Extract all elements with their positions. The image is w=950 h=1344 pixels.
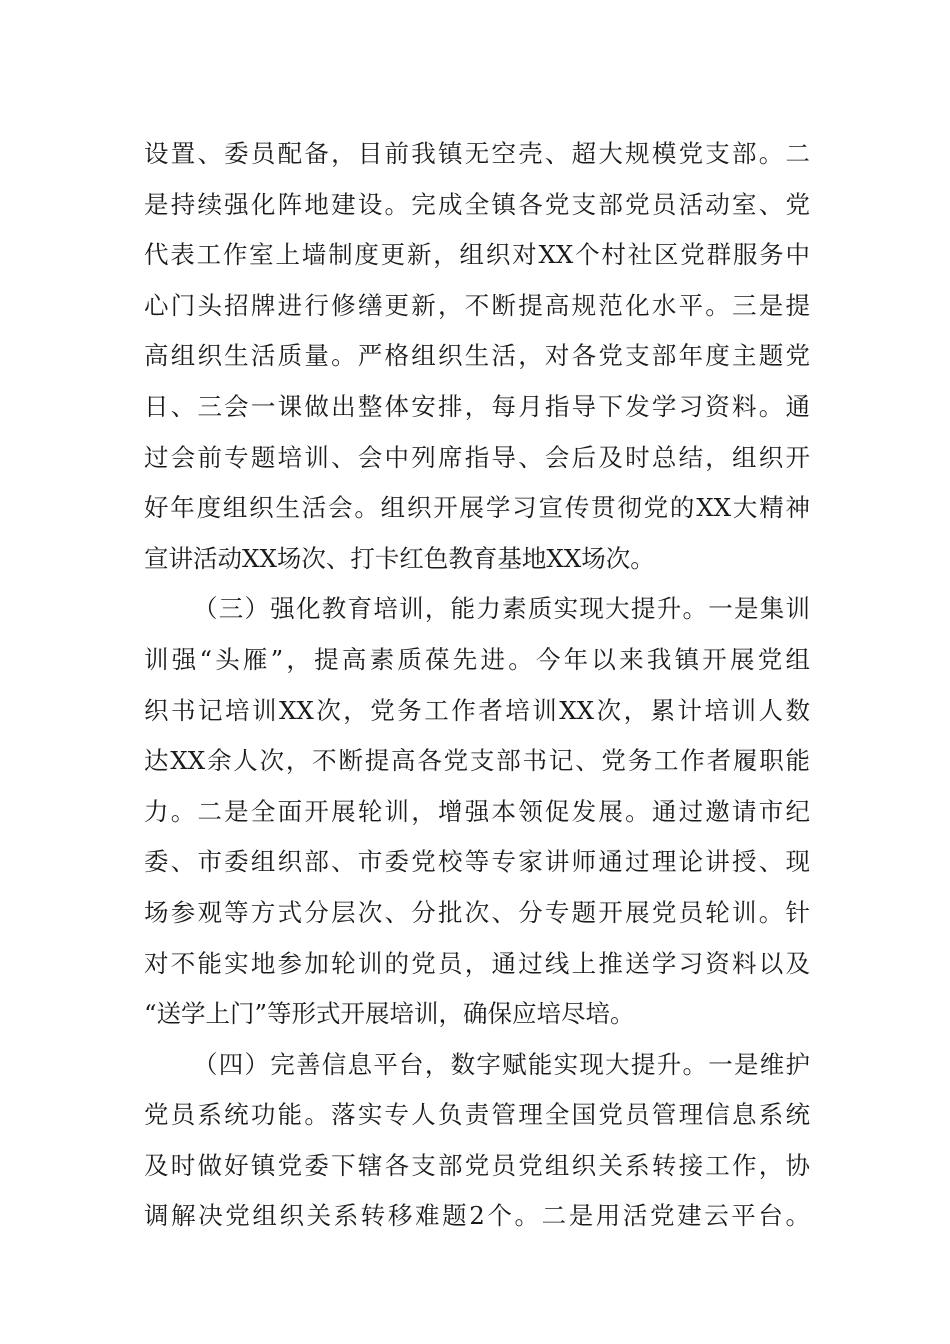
text-line: 高组织生活质量。严格组织生活，对各党支部年度主题党: [144, 341, 810, 371]
text-line: 织书记培训XX次，党务工作者培训XX次，累计培训人数: [144, 695, 810, 725]
text-line: 党员系统功能。落实专人负责管理全国党员管理信息系统: [144, 1100, 810, 1130]
text-line: 训强“头雁”，提高素质葆先进。今年以来我镇开展党组: [144, 644, 810, 674]
text-line: 宣讲活动XX场次、打卡红色教育基地XX场次。: [144, 543, 655, 573]
text-line: 好年度组织生活会。组织开展学习宣传贯彻党的XX大精神: [144, 493, 810, 523]
text-line: 调解决党组织关系转移难题2个。二是用活党建云平台。: [144, 1201, 810, 1231]
text-line: 心门头招牌进行修缮更新，不断提高规范化水平。三是提: [144, 290, 810, 320]
text-line: 对不能实地参加轮训的党员，通过线上推送学习资料以及: [144, 948, 810, 978]
text-line: 代表工作室上墙制度更新，组织对XX个村社区党群服务中: [144, 240, 810, 270]
text-line: 达XX余人次，不断提高各党支部书记、党务工作者履职能: [144, 746, 810, 776]
text-line: 委、市委组织部、市委党校等专家讲师通过理论讲授、现: [144, 847, 810, 877]
text-line: 日、三会一课做出整体安排，每月指导下发学习资料。通: [144, 391, 810, 421]
text-line: 设置、委员配备，目前我镇无空壳、超大规模党支部。二: [144, 139, 810, 168]
text-line: 场参观等方式分层次、分批次、分专题开展党员轮训。针: [144, 897, 810, 927]
text-line: “送学上门”等形式开展培训，确保应培尽培。: [144, 999, 635, 1029]
text-line: （三）强化教育培训，能力素质实现大提升。一是集训: [193, 594, 810, 624]
text-line: 是持续强化阵地建设。完成全镇各党支部党员活动室、党: [144, 189, 810, 219]
text-line: 过会前专题培训、会中列席指导、会后及时总结，组织开: [144, 442, 810, 472]
text-line: 及时做好镇党委下辖各支部党员党组织关系转接工作，协: [144, 1150, 810, 1180]
text-line: （四）完善信息平台，数字赋能实现大提升。一是维护: [193, 1049, 810, 1079]
text-line: 力。二是全面开展轮训，增强本领促发展。通过邀请市纪: [144, 796, 810, 826]
body-text: [144, 129, 810, 1242]
